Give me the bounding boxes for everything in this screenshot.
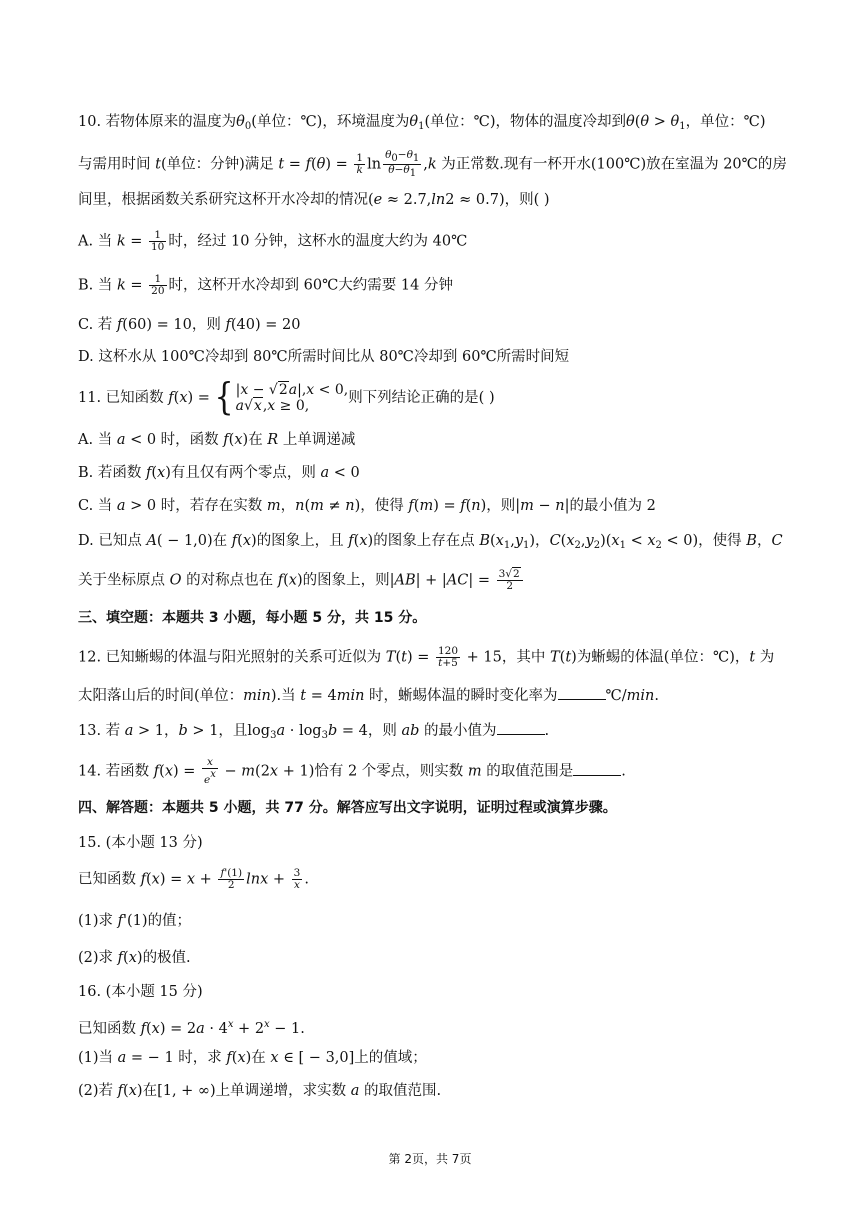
q10-line1: 10. 若物体原来的温度为$\theta_0$(单位：℃)，环境温度为$\theta_1$(单位：℃)，物体的温度冷却到$\theta(\theta > \theta_1$，单位：℃) <box>78 114 766 132</box>
q16-part2: (2)若 f(x)在[1, + ∞)上单调递增，求实数 a 的取值范围. <box>78 1083 442 1099</box>
q10-option-a: A. 当 k = $\frac{1}{10}$ 时，经过 10 分钟，这杯水的温度大约为 40℃ <box>78 229 468 253</box>
section-4-heading: 四、解答题：本题共 5 小题，共 77 分。解答应写出文字说明，证明过程或演算步骤。 <box>78 800 617 816</box>
q11-option-a: A. 当 a < 0 时，函数 f(x)在 R 上单调递减 <box>78 432 356 448</box>
q12-line1: 12. 已知蜥蜴的体温与阳光照射的关系可近似为 T(t) = $\frac{120}{t+5}$ + 15，其中 T(t)为蜥蜴的体温(单位：℃)，t 为 <box>78 645 775 669</box>
q12-answer-blank[interactable] <box>558 687 606 700</box>
q16-part1: (1)当 a = − 1 时，求 f(x)在 x ∈ [ − 3,0]上的值域； <box>78 1050 427 1066</box>
q10-option-b: B. 当 k = $\frac{1}{20}$ 时，这杯开水冷却到 60℃大约需要 14 分钟 <box>78 273 453 297</box>
q15-given: 已知函数 f(x) = x + $\frac{f'(1)}{2}$ lnx + $\frac{3}{x}$ . <box>78 867 309 891</box>
q11-option-c: C. 当 a > 0 时，若存在实数 m，n(m ≠ n)，使得 f(m) = f(n)，则|m − n|的最小值为 2 <box>78 498 656 514</box>
q13-answer-blank[interactable] <box>497 722 545 735</box>
q10-option-d: D. 这杯水从 100℃冷却到 80℃所需时间比从 80℃冷却到 60℃所需时间短 <box>78 349 570 365</box>
q15-part2: (2)求 f(x)的极值. <box>78 950 191 966</box>
q11-option-b: B. 若函数 f(x)有且仅有两个零点，则 a < 0 <box>78 465 360 481</box>
q11-option-d-line1: D. 已知点 A( − 1,0)在 f(x)的图象上，且 f(x)的图象上存在点 $B(x_1,y_1)$，$C(x_2,y_2)(x_1 < x_2 < 0)$，使得 B，C <box>78 533 783 551</box>
q11-option-d-line2: 关于坐标原点 O 的对称点也在 f(x)的图象上，则|AB| + |AC| = $\frac{3√2}{2}$ <box>78 569 800 592</box>
q10-option-c: C. 若 f(60) = 10，则 f(40) = 20 <box>78 317 301 333</box>
q14-line: 14. 若函数 f(x) = $\frac{x}{e^x}$ − m(2x + 1)恰有 2 个零点，则实数 m 的取值范围是 . <box>78 756 626 786</box>
q12-line2: 太阳落山后的时间(单位：min).当 t = 4min 时，蜥蜴体温的瞬时变化率为 ℃/min. <box>78 688 659 704</box>
q13-line: 13. 若 a > 1，b > 1，且$\log_3a \cdot \log_3b = 4$，则 ab 的最小值为 . <box>78 723 550 741</box>
q14-answer-blank[interactable] <box>573 763 621 776</box>
q10-line3: 间里，根据函数关系研究这杯开水冷却的情况(e ≈ 2.7,ln2 ≈ 0.7)，则( ) <box>78 192 550 208</box>
q10-line2: 与需用时间 t(单位：分钟)满足 t = f(θ) = $\frac{1}{k}$ ln $\frac{\theta_0-\theta_1}{\theta-\theta_1}$ ,k 为正常数.现有一杯开水(100℃)放在室温为 20℃的房 <box>78 149 787 179</box>
q15-part1: (1)求 f'(1)的值； <box>78 913 192 929</box>
q15-heading: 15. (本小题 13 分) <box>78 835 203 851</box>
page-footer: 第 2页，共 7页 <box>388 1152 472 1166</box>
section-3-heading: 三、填空题：本题共 3 小题，每小题 5 分，共 15 分。 <box>78 610 427 626</box>
q11-line1: 11. 已知函数 f(x) = { |x − √2a|,x < 0, a√x,x ≥ 0, 则下列结论正确的是( ) <box>78 375 495 420</box>
q16-heading: 16. (本小题 15 分) <box>78 984 203 1000</box>
q16-given: 已知函数 $f(x) = 2a \cdot 4^x + 2^x - 1$. <box>78 1019 305 1037</box>
